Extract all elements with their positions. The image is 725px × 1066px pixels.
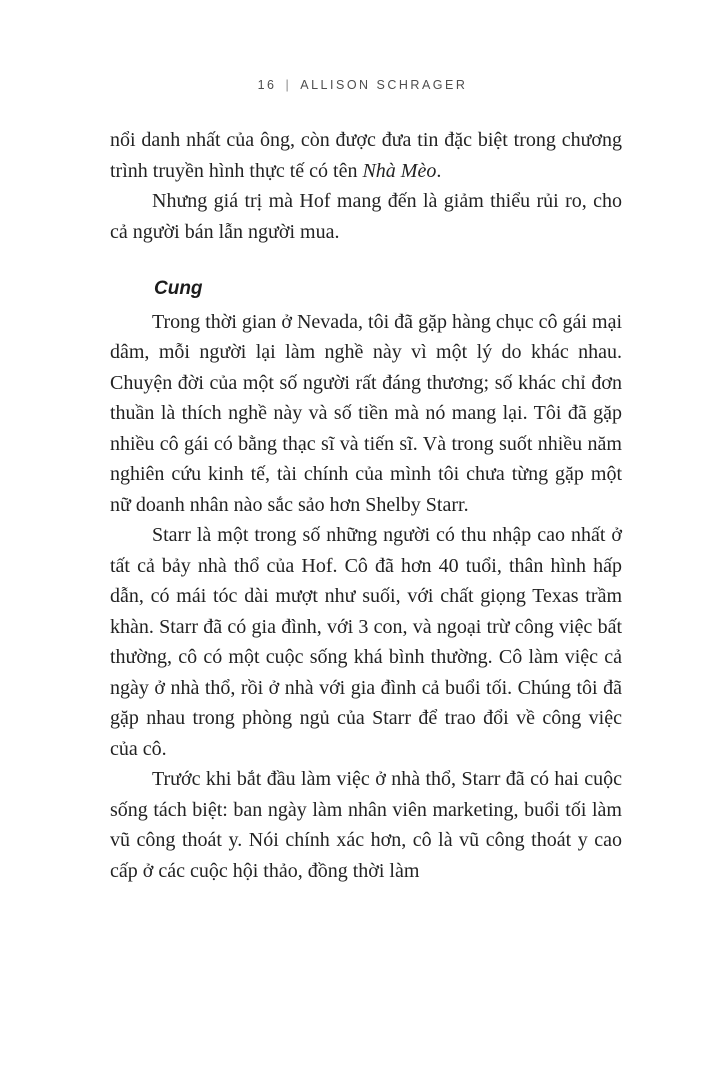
page-number: 16 — [257, 78, 277, 92]
paragraph: Starr là một trong số những người có thu nhập cao nhất ở tất cả bảy nhà thổ của Hof. Cô đã hơn 40 tuổi, thân hình hấp dẫn, có mái tóc dài mượt như suối, với chất giọng Texas trầm khàn. Starr đã có gia đình, với 3 con, và ngoại trừ công việc bất thường, cô có một cuộc sống khá bình thường. Cô làm việc cả ngày ở nhà thổ, rồi ở nhà với gia đình cả buổi tối. Chúng tôi đã gặp nhau trong phòng ngủ của Starr để trao đổi về công việc của cô. — [110, 524, 622, 760]
paragraph: Trong thời gian ở Nevada, tôi đã gặp hàng chục cô gái mại dâm, mỗi người lại làm nghề này vì một lý do khác nhau. Chuyện đời của một số người rất đáng thương; số khác chỉ đơn thuần là thích nghề này và số tiền mà nó mang lại. Tôi đã gặp nhiều cô gái có bằng thạc sĩ và tiến sĩ. Và trong suốt nhiều năm nghiên cứu kinh tế, tài chính của mình tôi chưa từng gặp một nữ doanh nhân nào sắc sảo hơn Shelby Starr. — [110, 310, 622, 516]
section-heading: Cung — [154, 278, 203, 299]
body-text — [110, 125, 622, 886]
paragraph: Nhưng giá trị mà Hof mang đến là giảm thiểu rủi ro, cho cả người bán lẫn người mua. — [110, 190, 622, 243]
paragraph-text: . — [436, 159, 442, 182]
header-divider: | — [285, 78, 292, 92]
paragraph-text: nổi danh nhất của ông, còn được đưa tin đặc biệt trong chương trình truyền hình thực tế có tên — [110, 129, 622, 182]
paragraph — [110, 125, 622, 186]
book-title-italic: Nhà Mèo — [362, 159, 437, 182]
paragraph: Trước khi bắt đầu làm việc ở nhà thổ, Starr đã có hai cuộc sống tách biệt: ban ngày làm nhân viên marketing, buổi tối làm vũ công thoát y. Nói chính xác hơn, cô là vũ công thoát y cao cấp ở các cuộc hội thảo, đồng thời làm — [110, 768, 622, 882]
running-header — [0, 0, 725, 92]
running-header-author: ALLISON SCHRAGER — [300, 78, 468, 92]
